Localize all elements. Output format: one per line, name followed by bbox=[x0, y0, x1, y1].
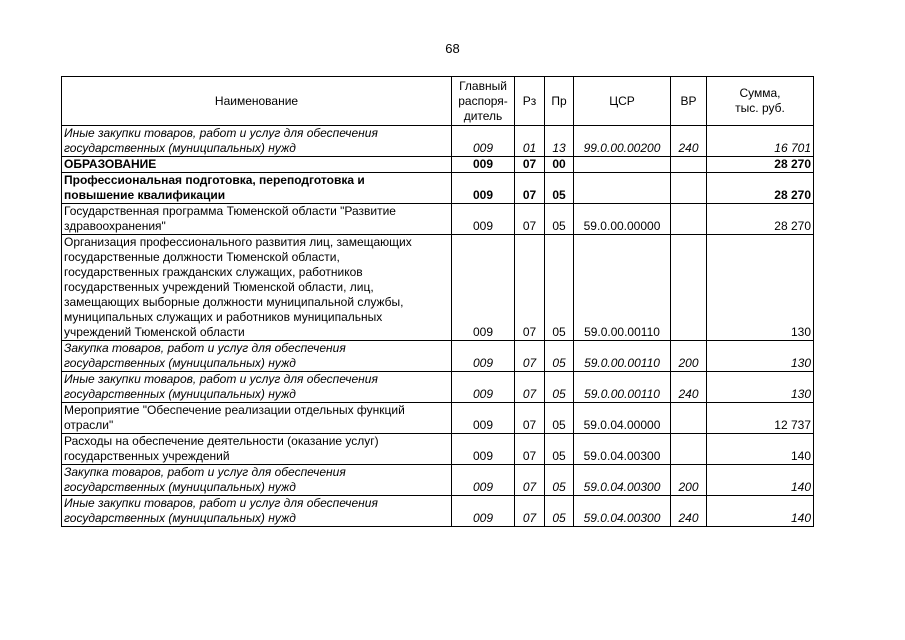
row-pr: 05 bbox=[545, 173, 574, 204]
table-row bbox=[62, 157, 814, 173]
row-csr: 59.0.04.00300 bbox=[574, 434, 671, 465]
table-row bbox=[62, 341, 814, 372]
row-pr: 05 bbox=[545, 204, 574, 235]
row-vr bbox=[671, 403, 707, 434]
row-csr: 59.0.00.00110 bbox=[574, 372, 671, 403]
row-glav: 009 bbox=[452, 341, 515, 372]
row-rz: 07 bbox=[515, 372, 545, 403]
row-glav: 009 bbox=[452, 496, 515, 527]
row-sum: 16 701 bbox=[707, 126, 814, 157]
row-sum: 28 270 bbox=[707, 204, 814, 235]
row-name: Иные закупки товаров, работ и услуг для обеспечения государственных (муниципальных) нужд bbox=[62, 496, 452, 527]
row-sum: 12 737 bbox=[707, 403, 814, 434]
row-vr: 240 bbox=[671, 126, 707, 157]
row-pr: 05 bbox=[545, 235, 574, 341]
table-row bbox=[62, 465, 814, 496]
header-vr: ВР bbox=[671, 77, 707, 126]
row-rz: 01 bbox=[515, 126, 545, 157]
row-pr: 05 bbox=[545, 341, 574, 372]
row-name: Закупка товаров, работ и услуг для обеспечения государственных (муниципальных) нужд bbox=[62, 465, 452, 496]
row-sum: 28 270 bbox=[707, 157, 814, 173]
row-rz: 07 bbox=[515, 157, 545, 173]
row-sum: 28 270 bbox=[707, 173, 814, 204]
row-csr bbox=[574, 173, 671, 204]
table-row bbox=[62, 434, 814, 465]
row-csr bbox=[574, 157, 671, 173]
row-name: Государственная программа Тюменской области "Развитие здравоохранения" bbox=[62, 204, 452, 235]
row-pr: 05 bbox=[545, 465, 574, 496]
row-csr: 59.0.00.00110 bbox=[574, 235, 671, 341]
header-sum: Сумма, тыс. руб. bbox=[707, 77, 814, 126]
row-name: Иные закупки товаров, работ и услуг для обеспечения государственных (муниципальных) нужд bbox=[62, 372, 452, 403]
row-csr: 59.0.00.00110 bbox=[574, 341, 671, 372]
row-glav: 009 bbox=[452, 465, 515, 496]
row-vr bbox=[671, 235, 707, 341]
row-vr: 200 bbox=[671, 465, 707, 496]
table-row bbox=[62, 126, 814, 157]
row-sum: 140 bbox=[707, 496, 814, 527]
budget-table bbox=[61, 76, 814, 527]
table-row bbox=[62, 204, 814, 235]
row-vr: 200 bbox=[671, 341, 707, 372]
row-rz: 07 bbox=[515, 204, 545, 235]
row-sum: 130 bbox=[707, 372, 814, 403]
row-name: Закупка товаров, работ и услуг для обеспечения государственных (муниципальных) нужд bbox=[62, 341, 452, 372]
row-name: Профессиональная подготовка, переподготовка и повышение квалификации bbox=[62, 173, 452, 204]
row-name: Организация профессионального развития лиц, замещающих государственные должности Тюменской области, государственных гражданских служащих, работников государственных учреждений Тюменской области, лиц, замещающих выборные должности муниципальной службы, муниципальных служащих и работников муниципальных учреждений Тюменской области bbox=[62, 235, 452, 341]
row-rz: 07 bbox=[515, 403, 545, 434]
row-sum: 140 bbox=[707, 465, 814, 496]
row-pr: 05 bbox=[545, 372, 574, 403]
row-glav: 009 bbox=[452, 126, 515, 157]
row-vr bbox=[671, 157, 707, 173]
row-glav: 009 bbox=[452, 204, 515, 235]
row-pr: 05 bbox=[545, 403, 574, 434]
row-vr: 240 bbox=[671, 496, 707, 527]
table-row bbox=[62, 173, 814, 204]
row-csr: 59.0.04.00300 bbox=[574, 465, 671, 496]
row-sum: 130 bbox=[707, 235, 814, 341]
row-pr: 05 bbox=[545, 434, 574, 465]
row-rz: 07 bbox=[515, 173, 545, 204]
row-glav: 009 bbox=[452, 434, 515, 465]
header-csr: ЦСР bbox=[574, 77, 671, 126]
row-vr bbox=[671, 434, 707, 465]
row-rz: 07 bbox=[515, 465, 545, 496]
table-row bbox=[62, 403, 814, 434]
row-rz: 07 bbox=[515, 235, 545, 341]
row-glav: 009 bbox=[452, 157, 515, 173]
header-rz: Рз bbox=[515, 77, 545, 126]
row-csr: 59.0.04.00300 bbox=[574, 496, 671, 527]
row-name: Расходы на обеспечение деятельности (оказание услуг) государственных учреждений bbox=[62, 434, 452, 465]
row-pr: 13 bbox=[545, 126, 574, 157]
row-glav: 009 bbox=[452, 403, 515, 434]
page-number: 68 bbox=[445, 41, 460, 56]
header-name: Наименование bbox=[62, 77, 452, 126]
table-row bbox=[62, 372, 814, 403]
row-csr: 59.0.00.00000 bbox=[574, 204, 671, 235]
row-glav: 009 bbox=[452, 372, 515, 403]
header-glav: Главный распоря- дитель bbox=[452, 77, 515, 126]
row-sum: 140 bbox=[707, 434, 814, 465]
table-row bbox=[62, 496, 814, 527]
header-pr: Пр bbox=[545, 77, 574, 126]
row-csr: 59.0.04.00000 bbox=[574, 403, 671, 434]
row-glav: 009 bbox=[452, 235, 515, 341]
table-row bbox=[62, 235, 814, 341]
row-rz: 07 bbox=[515, 496, 545, 527]
row-pr: 00 bbox=[545, 157, 574, 173]
row-name: Иные закупки товаров, работ и услуг для обеспечения государственных (муниципальных) нужд bbox=[62, 126, 452, 157]
row-name: ОБРАЗОВАНИЕ bbox=[62, 157, 452, 173]
row-rz: 07 bbox=[515, 434, 545, 465]
row-sum: 130 bbox=[707, 341, 814, 372]
row-vr: 240 bbox=[671, 372, 707, 403]
row-vr bbox=[671, 204, 707, 235]
row-rz: 07 bbox=[515, 341, 545, 372]
row-pr: 05 bbox=[545, 496, 574, 527]
row-vr bbox=[671, 173, 707, 204]
row-csr: 99.0.00.00200 bbox=[574, 126, 671, 157]
row-glav: 009 bbox=[452, 173, 515, 204]
row-name: Мероприятие "Обеспечение реализации отдельных функций отрасли" bbox=[62, 403, 452, 434]
table-header-row bbox=[62, 77, 814, 126]
